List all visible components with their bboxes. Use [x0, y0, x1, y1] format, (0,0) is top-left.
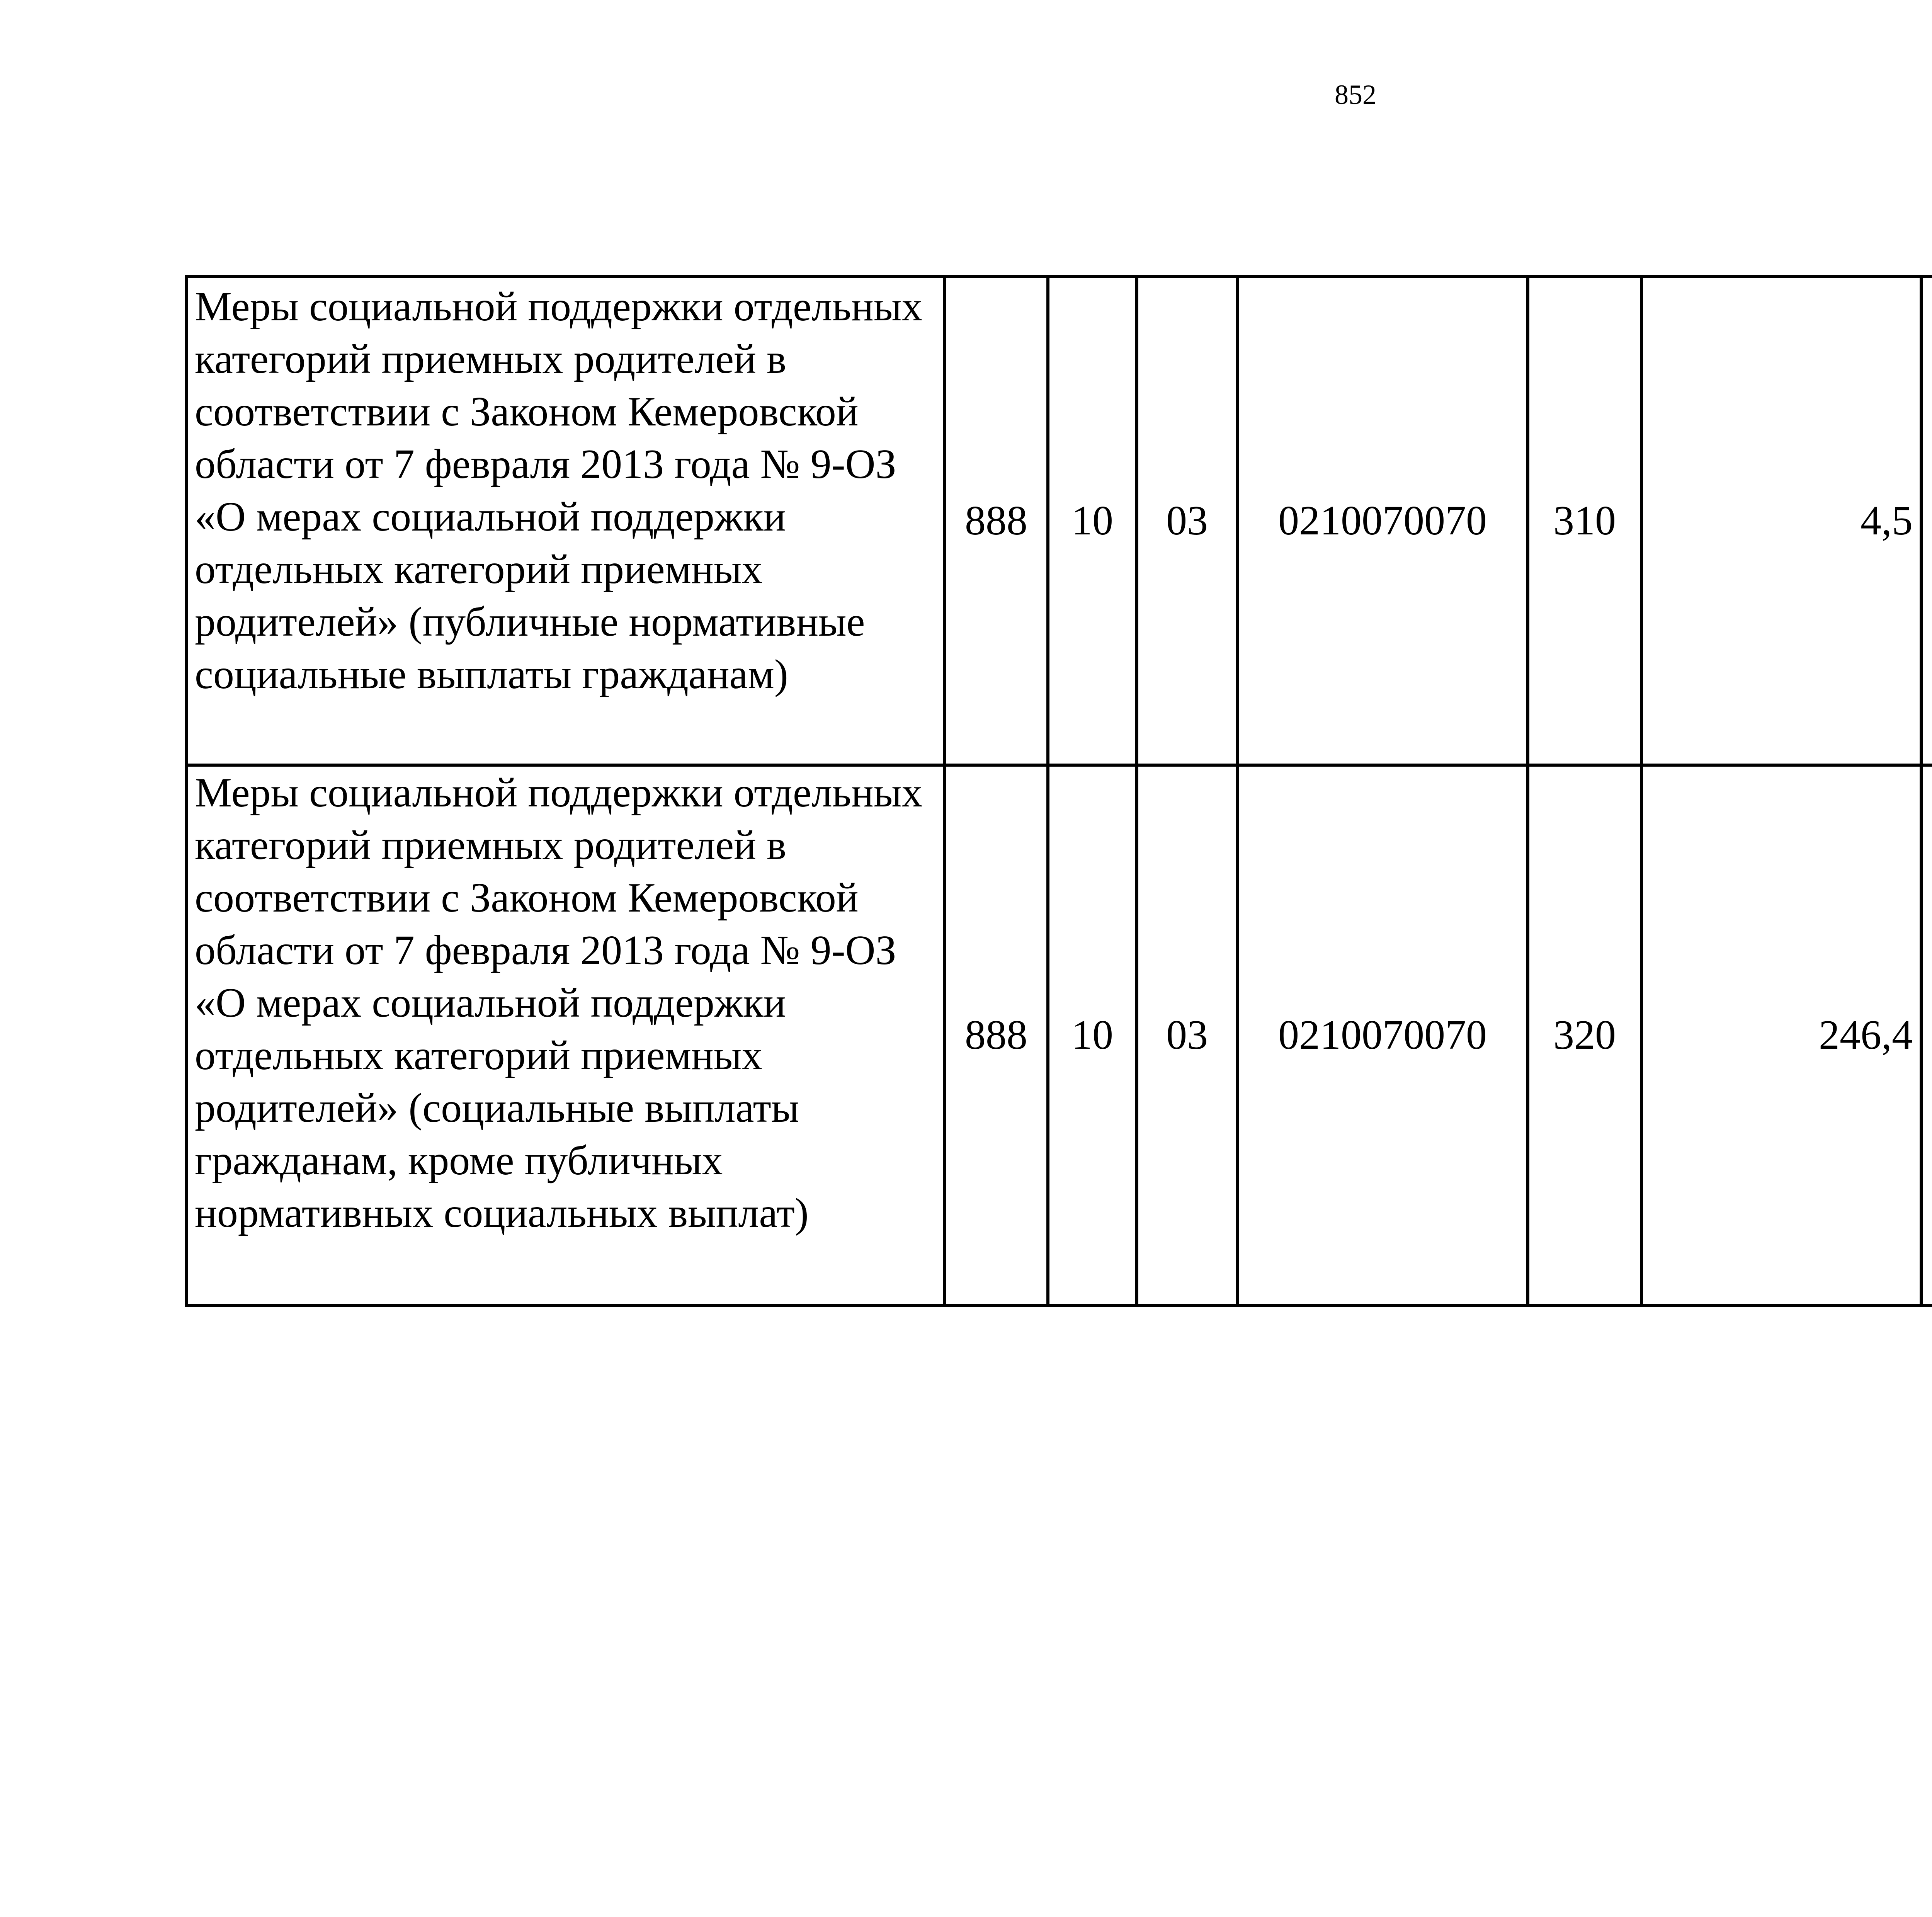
- table-row: [186, 277, 1932, 765]
- table-row: [186, 765, 1932, 1305]
- amount-year-2: [1921, 765, 1932, 1305]
- expense-type-code: 310: [1528, 277, 1641, 765]
- page-number: 852: [1335, 79, 1376, 110]
- amount-year-1: 246,4: [1641, 765, 1921, 1305]
- ministry-code: 888: [944, 765, 1048, 1305]
- amount-year-1: 4,5: [1641, 277, 1921, 765]
- section-code: 10: [1048, 277, 1137, 765]
- expense-description: Меры социальной поддержки отдельных категорий приемных родителей в соответствии с Законом Кемеровской области от 7 февраля 2013 года № 9-ОЗ «О мерах социальной поддержки отдельных категорий приемных родителей» (публичные нормативные социальные выплаты гражданам): [186, 277, 944, 765]
- subsection-code: 03: [1137, 765, 1237, 1305]
- budget-table: [185, 275, 1932, 1307]
- subsection-code: 03: [1137, 277, 1237, 765]
- section-code: 10: [1048, 765, 1137, 1305]
- expense-type-code: 320: [1528, 765, 1641, 1305]
- target-article-code: 0210070070: [1237, 765, 1528, 1305]
- ministry-code: 888: [944, 277, 1048, 765]
- expense-description: Меры социальной поддержки отдельных категорий приемных родителей в соответствии с Законом Кемеровской области от 7 февраля 2013 года № 9-ОЗ «О мерах социальной поддержки отдельных категорий приемных родителей» (социальные выплаты гражданам, кроме публичных нормативных социальных выплат): [186, 765, 944, 1305]
- amount-year-2: [1921, 277, 1932, 765]
- target-article-code: 0210070070: [1237, 277, 1528, 765]
